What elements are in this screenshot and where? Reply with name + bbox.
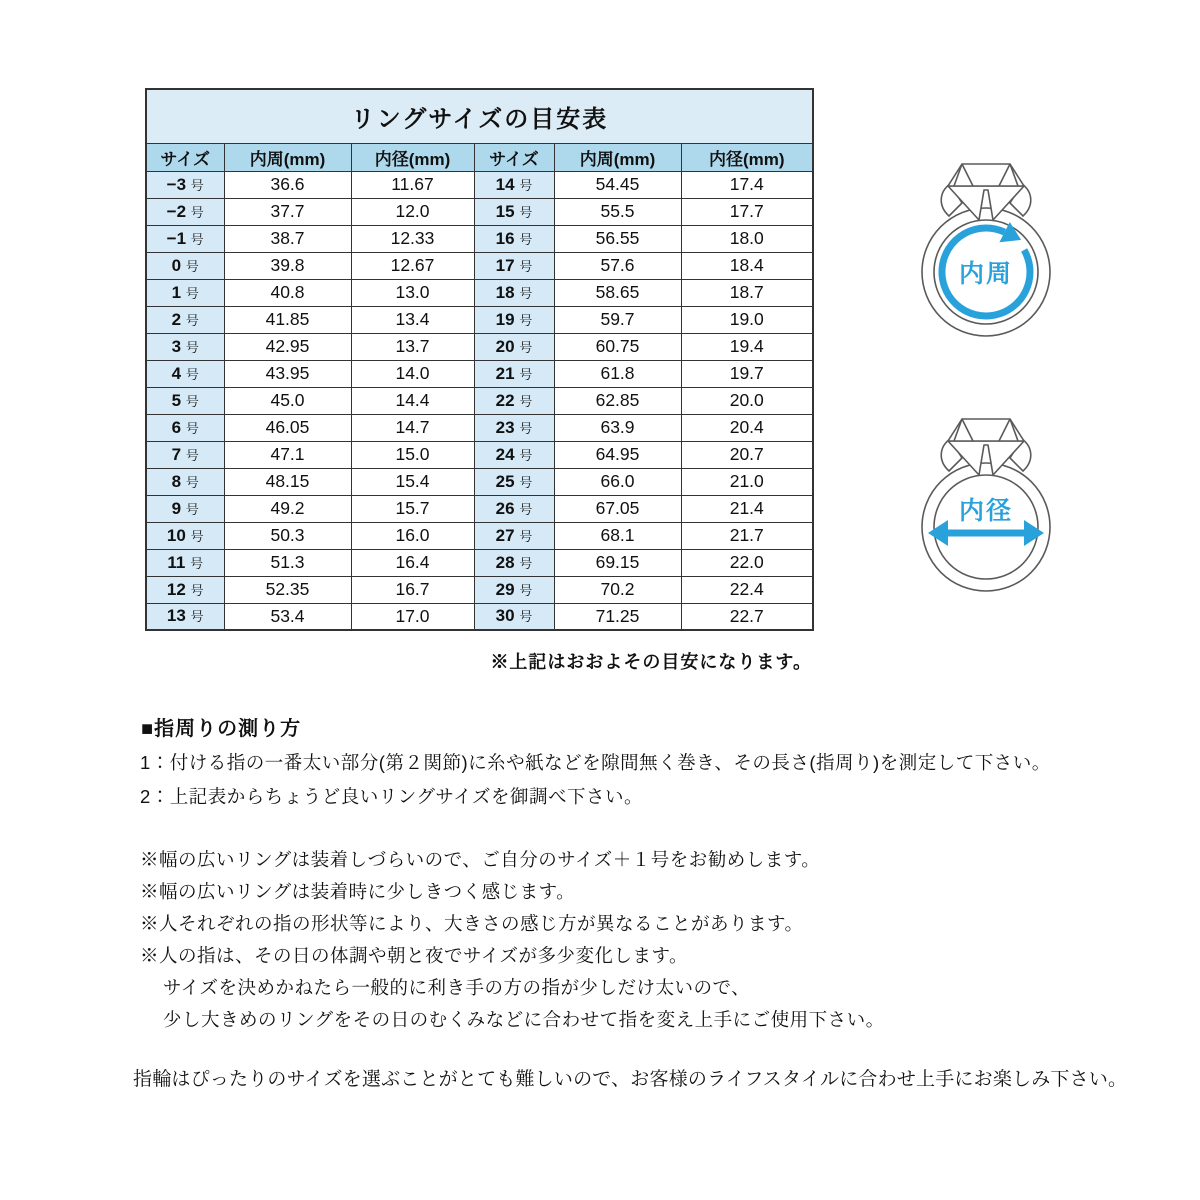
inner-diameter-label: 内径 [958,497,1014,525]
value-cell: 66.0 [554,468,681,495]
size-cell: 12 号 [146,576,224,603]
table-row [146,495,813,522]
value-cell: 18.4 [681,252,813,279]
measuring-steps [140,746,1051,814]
value-cell: 57.6 [554,252,681,279]
col-header-diameter-left: 内径(mm) [351,143,474,171]
value-cell: 11.67 [351,171,474,198]
size-cell: 22 号 [474,387,554,414]
value-cell: 19.4 [681,333,813,360]
value-cell: 46.05 [224,414,351,441]
size-cell: 16 号 [474,225,554,252]
table-row [146,441,813,468]
value-cell: 45.0 [224,387,351,414]
value-cell: 67.05 [554,495,681,522]
value-cell: 39.8 [224,252,351,279]
table-row [146,522,813,549]
value-cell: 20.0 [681,387,813,414]
value-cell: 56.55 [554,225,681,252]
col-header-circumference-left: 内周(mm) [224,143,351,171]
table-row [146,549,813,576]
value-cell: 49.2 [224,495,351,522]
value-cell: 15.0 [351,441,474,468]
value-cell: 17.0 [351,603,474,630]
size-cell: −2 号 [146,198,224,225]
value-cell: 40.8 [224,279,351,306]
value-cell: 13.4 [351,306,474,333]
size-cell: 27 号 [474,522,554,549]
size-cell: −1 号 [146,225,224,252]
value-cell: 18.7 [681,279,813,306]
value-cell: 69.15 [554,549,681,576]
ring-inner-diameter-icon [915,413,1065,598]
value-cell: 18.0 [681,225,813,252]
value-cell: 21.4 [681,495,813,522]
size-cell: 29 号 [474,576,554,603]
value-cell: 12.33 [351,225,474,252]
value-cell: 52.35 [224,576,351,603]
col-header-size-left: サイズ [146,143,224,171]
size-cell: 20 号 [474,333,554,360]
size-cell: 3 号 [146,333,224,360]
value-cell: 50.3 [224,522,351,549]
table-row [146,576,813,603]
note-continuation-line: 少し大きめのリングをその日のむくみなどに合わせて指を変え上手にご使用下さい。 [163,1009,885,1030]
value-cell: 17.4 [681,171,813,198]
value-cell: 38.7 [224,225,351,252]
note-line: ※人の指は、その日の体調や朝と夜でサイズが多少変化します。 [140,945,689,966]
value-cell: 14.0 [351,360,474,387]
size-cell: 24 号 [474,441,554,468]
value-cell: 16.0 [351,522,474,549]
inner-circumference-label: 内周 [958,260,1014,288]
step-1: 1：付ける指の一番太い部分(第２関節)に糸や紙などを隙間無く巻き、その長さ(指周り)を測定して下さい。 [140,752,1051,773]
value-cell: 70.2 [554,576,681,603]
value-cell: 22.0 [681,549,813,576]
ring-size-table-body [146,171,813,630]
value-cell: 12.0 [351,198,474,225]
value-cell: 12.67 [351,252,474,279]
value-cell: 17.7 [681,198,813,225]
size-cell: 13 号 [146,603,224,630]
value-cell: 20.7 [681,441,813,468]
value-cell: 20.4 [681,414,813,441]
size-cell: 4 号 [146,360,224,387]
table-row [146,306,813,333]
size-cell: 6 号 [146,414,224,441]
size-cell: 15 号 [474,198,554,225]
value-cell: 13.7 [351,333,474,360]
table-header-row [146,143,813,171]
table-row [146,414,813,441]
table-row [146,198,813,225]
table-row [146,333,813,360]
value-cell: 51.3 [224,549,351,576]
value-cell: 58.65 [554,279,681,306]
size-cell: 23 号 [474,414,554,441]
size-cell: 28 号 [474,549,554,576]
value-cell: 55.5 [554,198,681,225]
table-title: リングサイズの目安表 [146,89,813,143]
inner-circumference-illustration [915,158,1065,343]
table-row [146,171,813,198]
table-row [146,252,813,279]
value-cell: 42.95 [224,333,351,360]
value-cell: 68.1 [554,522,681,549]
value-cell: 41.85 [224,306,351,333]
value-cell: 59.7 [554,306,681,333]
note-line: ※幅の広いリングは装着時に少しきつく感じます。 [140,881,576,902]
size-cell: 30 号 [474,603,554,630]
value-cell: 63.9 [554,414,681,441]
measuring-section-heading: ■指周りの測り方 [141,718,302,740]
value-cell: 43.95 [224,360,351,387]
ring-inner-circumference-icon [915,158,1065,343]
note-line: ※幅の広いリングは装着しづらいので、ご自分のサイズ＋１号をお勧めします。 [140,849,821,870]
value-cell: 21.7 [681,522,813,549]
value-cell: 16.7 [351,576,474,603]
value-cell: 62.85 [554,387,681,414]
size-cell: −3 号 [146,171,224,198]
value-cell: 36.6 [224,171,351,198]
col-header-diameter-right: 内径(mm) [681,143,813,171]
size-cell: 17 号 [474,252,554,279]
table-row [146,360,813,387]
size-cell: 25 号 [474,468,554,495]
size-cell: 0 号 [146,252,224,279]
size-cell: 9 号 [146,495,224,522]
value-cell: 14.4 [351,387,474,414]
size-cell: 1 号 [146,279,224,306]
col-header-size-right: サイズ [474,143,554,171]
value-cell: 71.25 [554,603,681,630]
value-cell: 54.45 [554,171,681,198]
table-row [146,603,813,630]
size-cell: 2 号 [146,306,224,333]
value-cell: 47.1 [224,441,351,468]
size-cell: 19 号 [474,306,554,333]
size-cell: 26 号 [474,495,554,522]
value-cell: 13.0 [351,279,474,306]
table-row [146,225,813,252]
size-cell: 7 号 [146,441,224,468]
table-row [146,468,813,495]
size-cell: 11 号 [146,549,224,576]
value-cell: 64.95 [554,441,681,468]
value-cell: 21.0 [681,468,813,495]
col-header-circumference-right: 内周(mm) [554,143,681,171]
step-2: 2：上記表からちょうど良いリングサイズを御調べ下さい。 [140,786,643,807]
table-row [146,387,813,414]
value-cell: 53.4 [224,603,351,630]
value-cell: 19.7 [681,360,813,387]
value-cell: 61.8 [554,360,681,387]
size-cell: 10 号 [146,522,224,549]
value-cell: 15.7 [351,495,474,522]
size-cell: 14 号 [474,171,554,198]
size-cell: 21 号 [474,360,554,387]
size-cell: 5 号 [146,387,224,414]
value-cell: 16.4 [351,549,474,576]
value-cell: 19.0 [681,306,813,333]
value-cell: 22.7 [681,603,813,630]
notes-block [140,844,885,1036]
value-cell: 60.75 [554,333,681,360]
value-cell: 22.4 [681,576,813,603]
value-cell: 14.7 [351,414,474,441]
note-line: ※人それぞれの指の形状等により、大きさの感じ方が異なることがあります。 [140,913,804,934]
inner-diameter-illustration [915,413,1065,598]
value-cell: 15.4 [351,468,474,495]
size-cell: 8 号 [146,468,224,495]
ring-size-table [145,88,812,631]
value-cell: 37.7 [224,198,351,225]
table-row [146,279,813,306]
closing-note: 指輪はぴったりのサイズを選ぶことがとても難しいので、お客様のライフスタイルに合わせ上手にお楽しみ下さい。 [133,1069,1128,1090]
table-footnote: ※上記はおおよその目安になります。 [490,652,812,672]
note-continuation-line: サイズを決めかねたら一般的に利き手の方の指が少しだけ太いので、 [163,977,751,998]
size-cell: 18 号 [474,279,554,306]
value-cell: 48.15 [224,468,351,495]
